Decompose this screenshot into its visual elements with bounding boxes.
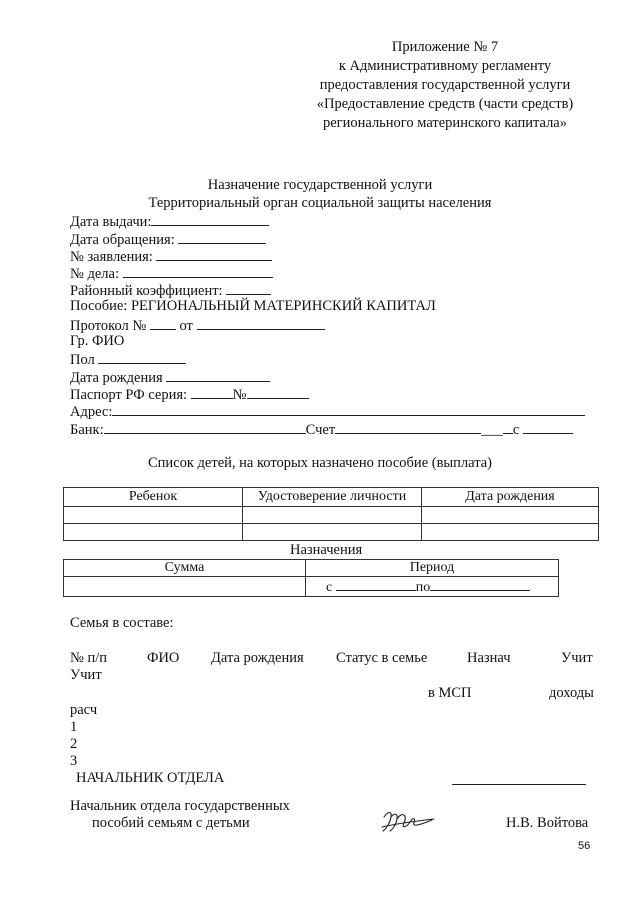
district-coef-label: Районный коэффициент:	[70, 283, 223, 299]
issue-date-label: Дата выдачи:	[70, 214, 152, 230]
sex-field	[70, 350, 186, 369]
protocol-from-label: от	[179, 318, 193, 334]
issue-date-blank	[151, 212, 269, 226]
address-field	[70, 402, 585, 421]
children-col-header: Дата рождения	[422, 488, 599, 507]
family-col-assigned: Назнач	[467, 650, 511, 666]
citizen-field: Гр. ФИО	[70, 333, 125, 349]
appeal-date-blank	[178, 230, 266, 244]
family-col-status: Статус в семье	[336, 650, 428, 666]
family-col-birth: Дата рождения	[211, 650, 304, 666]
page-number: 56	[578, 840, 591, 852]
period-cell	[306, 577, 559, 597]
family-col-name: ФИО	[147, 650, 180, 666]
children-col-header: Удостоверение личности	[243, 488, 422, 507]
case-no-label: № дела:	[70, 266, 119, 282]
period-to-label: по	[415, 580, 431, 595]
issue-date-field	[70, 212, 269, 231]
header-line: Приложение № 7	[391, 39, 499, 55]
account-blank	[335, 420, 481, 434]
passport-no-label: №	[232, 387, 247, 403]
document-subtitle: Территориальный орган социальной защиты населения	[148, 195, 492, 211]
table-row	[64, 507, 599, 524]
period-to-blank	[430, 577, 530, 591]
address-blank-1	[112, 402, 389, 416]
birth-date-label: Дата рождения	[70, 370, 163, 386]
children-col-header: Ребенок	[64, 488, 243, 507]
assign-table-caption: Назначения	[290, 542, 363, 558]
assign-col-header: Сумма	[64, 560, 306, 577]
district-coef-blank	[226, 281, 271, 295]
family-col-counted-wrap: Учит	[70, 667, 102, 683]
bank-field	[70, 420, 573, 439]
header-line: «Предоставление средств (части средств)	[316, 96, 574, 112]
protocol-date-blank	[197, 316, 325, 330]
head-signature-line	[452, 784, 586, 785]
children-table-caption: Список детей, на которых назначено пособие (выплата)	[148, 455, 492, 471]
period-from-blank	[336, 577, 416, 591]
address-label: Адрес:	[70, 404, 113, 420]
account-label: Счет	[305, 422, 336, 438]
signer-name: Н.В. Войтова	[506, 815, 589, 831]
sex-blank	[98, 350, 186, 364]
head-of-dept-label: НАЧАЛЬНИК ОТДЕЛА	[76, 770, 225, 786]
family-income: доходы	[549, 685, 594, 701]
header-line: регионального материнского капитала»	[322, 115, 567, 131]
signer-title-line-2: пособий семьям с детьми	[92, 815, 250, 831]
account-c-label: с	[512, 422, 520, 438]
handwritten-signature	[380, 805, 436, 835]
application-no-label: № заявления:	[70, 249, 153, 265]
appeal-date-label: Дата обращения:	[70, 232, 175, 248]
family-row-number: 3	[70, 753, 78, 769]
protocol-label: Протокол №	[70, 318, 147, 334]
table-row	[64, 577, 559, 597]
protocol-no-blank	[150, 316, 176, 330]
passport-no-blank	[247, 385, 309, 399]
children-table	[63, 487, 599, 541]
family-v-msp: в МСП	[428, 685, 472, 701]
application-no-blank	[156, 247, 272, 261]
bank-blank	[104, 420, 306, 434]
header-line: к Административному регламенту	[338, 58, 552, 74]
family-row-number: 2	[70, 736, 78, 752]
table-row	[64, 524, 599, 541]
family-title: Семья в составе:	[70, 615, 174, 631]
account-separator: ___	[481, 422, 503, 438]
family-rasch: расч	[70, 702, 98, 718]
account-c-blank	[523, 420, 573, 434]
appendix-header	[300, 38, 590, 133]
document-title: Назначение государственной услуги	[207, 177, 433, 193]
assign-table	[63, 559, 559, 597]
benefit-line: Пособие: РЕГИОНАЛЬНЫЙ МАТЕРИНСКИЙ КАПИТАЛ	[70, 298, 436, 314]
bank-label: Банк:	[70, 422, 104, 438]
period-from-label: с	[326, 580, 333, 595]
account-blank-small	[503, 420, 513, 434]
case-no-blank	[123, 264, 273, 278]
assign-col-header: Период	[306, 560, 559, 577]
family-col-number: № п/п	[70, 650, 108, 666]
signer-title-line-1: Начальник отдела государственных	[70, 798, 290, 814]
family-col-counted: Учит	[561, 650, 593, 666]
birth-date-blank	[166, 368, 270, 382]
passport-series-blank	[191, 385, 233, 399]
family-row-number: 1	[70, 719, 78, 735]
sex-label: Пол	[70, 352, 95, 368]
passport-label: Паспорт РФ серия:	[70, 387, 188, 403]
header-line: предоставления государственной услуги	[319, 77, 571, 93]
address-blank-2	[389, 402, 585, 416]
